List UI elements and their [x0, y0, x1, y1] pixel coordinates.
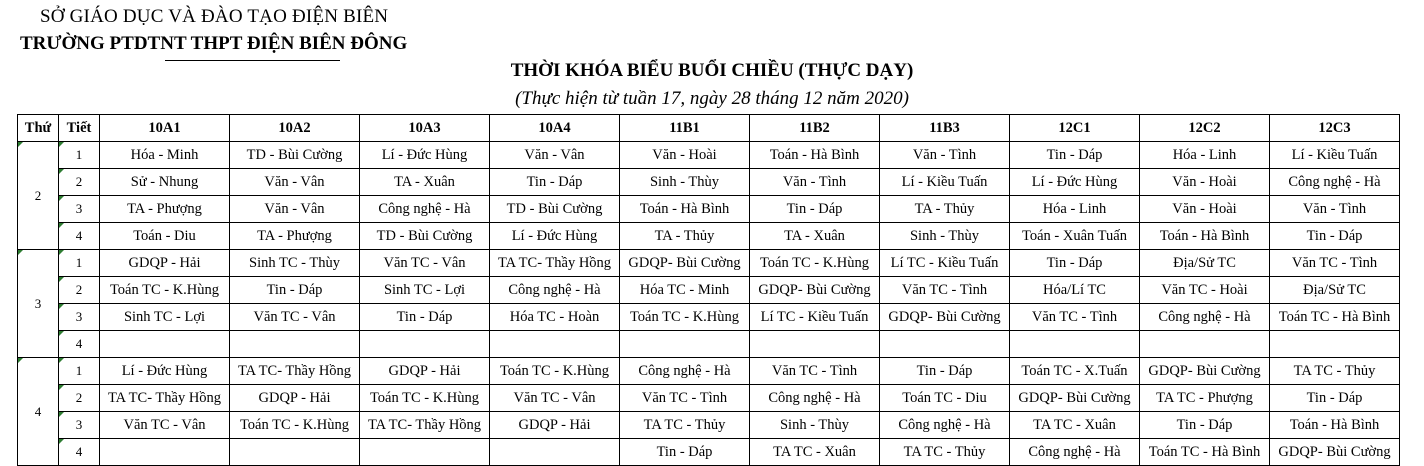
schedule-cell: Văn TC - Hoài — [1140, 277, 1270, 304]
schedule-cell: GDQP- Bùi Cường — [1140, 358, 1270, 385]
schedule-cell: Hóa - Linh — [1140, 142, 1270, 169]
table-row — [18, 250, 1400, 277]
day-cell — [18, 250, 59, 358]
timetable-header-row — [18, 115, 1400, 142]
cell-marker — [59, 277, 64, 282]
table-row — [18, 223, 1400, 250]
schedule-cell: Sinh TC - Lợi — [100, 304, 230, 331]
schedule-cell: Toán TC - Hà Bình — [1270, 304, 1400, 331]
period-label: 3 — [75, 309, 83, 324]
cell-marker — [18, 358, 23, 363]
schedule-cell: Văn TC - Vân — [230, 304, 360, 331]
schedule-cell: Văn TC - Tình — [750, 358, 880, 385]
header-class: 10A4 — [490, 115, 620, 142]
table-row — [18, 277, 1400, 304]
header-class: 12C3 — [1270, 115, 1400, 142]
schedule-cell: GDQP - Hải — [230, 385, 360, 412]
schedule-cell: Văn TC - Tình — [880, 277, 1010, 304]
schedule-cell — [100, 331, 230, 358]
schedule-cell: TA TC - Thủy — [1270, 358, 1400, 385]
period-label: 4 — [75, 444, 83, 459]
schedule-cell: Toán TC - K.Hùng — [750, 250, 880, 277]
schedule-cell — [490, 439, 620, 466]
schedule-cell: GDQP- Bùi Cường — [1270, 439, 1400, 466]
period-cell — [59, 304, 100, 331]
schedule-cell: Tin - Dáp — [230, 277, 360, 304]
schedule-cell: GDQP - Hải — [360, 358, 490, 385]
period-cell — [59, 142, 100, 169]
schedule-cell: Văn - Tình — [750, 169, 880, 196]
header-day: Thứ — [18, 115, 59, 142]
schedule-cell: Văn TC - Tình — [620, 385, 750, 412]
schedule-cell — [360, 331, 490, 358]
schedule-cell: Toán TC - K.Hùng — [230, 412, 360, 439]
schedule-cell: TA - Phượng — [230, 223, 360, 250]
schedule-cell: TA TC- Thầy Hồng — [490, 250, 620, 277]
header-class: 11B2 — [750, 115, 880, 142]
table-row — [18, 304, 1400, 331]
schedule-cell: TA - Xuân — [360, 169, 490, 196]
schedule-cell: TA TC - Thủy — [880, 439, 1010, 466]
cell-marker — [18, 250, 23, 255]
schedule-cell: GDQP- Bùi Cường — [750, 277, 880, 304]
period-label: 1 — [75, 255, 83, 270]
timetable — [17, 114, 1400, 466]
schedule-cell: Văn - Hoài — [1140, 169, 1270, 196]
period-label: 2 — [75, 390, 83, 405]
table-row — [18, 169, 1400, 196]
schedule-cell: Toán - Hà Bình — [1270, 412, 1400, 439]
schedule-cell: Văn TC - Vân — [100, 412, 230, 439]
schedule-cell: Toán TC - K.Hùng — [490, 358, 620, 385]
header-class: 12C2 — [1140, 115, 1270, 142]
period-cell — [59, 331, 100, 358]
schedule-cell: TA TC- Thầy Hồng — [230, 358, 360, 385]
schedule-cell: GDQP- Bùi Cường — [620, 250, 750, 277]
schedule-cell: Văn - Hoài — [620, 142, 750, 169]
day-label: 2 — [34, 187, 42, 203]
schedule-cell: Văn - Vân — [230, 169, 360, 196]
schedule-cell: Hóa/Lí TC — [1010, 277, 1140, 304]
schedule-cell: Sinh - Thùy — [880, 223, 1010, 250]
header-class: 12C1 — [1010, 115, 1140, 142]
schedule-cell — [100, 439, 230, 466]
cell-marker — [59, 358, 64, 363]
cell-marker — [59, 196, 64, 201]
schedule-cell: Công nghệ - Hà — [880, 412, 1010, 439]
schedule-cell: Tin - Dáp — [1140, 412, 1270, 439]
schedule-cell: Toán TC - Diu — [880, 385, 1010, 412]
schedule-cell: GDQP - Hải — [100, 250, 230, 277]
period-label: 4 — [75, 228, 83, 243]
schedule-cell: Công nghệ - Hà — [1140, 304, 1270, 331]
period-cell — [59, 196, 100, 223]
table-row — [18, 358, 1400, 385]
schedule-cell: Công nghệ - Hà — [620, 358, 750, 385]
cell-marker — [59, 412, 64, 417]
schedule-cell: TD - Bùi Cường — [490, 196, 620, 223]
schedule-cell: Toán TC - K.Hùng — [100, 277, 230, 304]
schedule-cell: Công nghệ - Hà — [1270, 169, 1400, 196]
schedule-cell — [880, 331, 1010, 358]
period-cell — [59, 277, 100, 304]
table-row — [18, 439, 1400, 466]
period-cell — [59, 412, 100, 439]
schedule-cell: Hóa - Linh — [1010, 196, 1140, 223]
schedule-cell: Hóa - Minh — [100, 142, 230, 169]
day-label: 3 — [34, 295, 42, 311]
schedule-cell: Văn TC - Tình — [1010, 304, 1140, 331]
schedule-cell: TD - Bùi Cường — [230, 142, 360, 169]
schedule-cell: Văn TC - Tình — [1270, 250, 1400, 277]
schedule-cell: Hóa TC - Hoàn — [490, 304, 620, 331]
school-name: TRƯỜNG PTDTNT THPT ĐIỆN BIÊN ĐÔNG — [20, 33, 408, 54]
table-row — [18, 412, 1400, 439]
period-cell — [59, 358, 100, 385]
cell-marker — [59, 385, 64, 390]
schedule-cell: Toán TC - K.Hùng — [620, 304, 750, 331]
period-label: 4 — [75, 336, 83, 351]
schedule-cell: Tin - Dáp — [1270, 385, 1400, 412]
schedule-cell: Toán - Hà Bình — [750, 142, 880, 169]
period-label: 2 — [75, 174, 83, 189]
schedule-cell: Toán - Hà Bình — [1140, 223, 1270, 250]
period-label: 3 — [75, 417, 83, 432]
schedule-cell: Địa/Sử TC — [1270, 277, 1400, 304]
schedule-cell — [230, 439, 360, 466]
schedule-cell: Tin - Dáp — [620, 439, 750, 466]
schedule-cell: Sử - Nhung — [100, 169, 230, 196]
schedule-cell: Sinh TC - Thùy — [230, 250, 360, 277]
table-row — [18, 331, 1400, 358]
schedule-cell: Văn TC - Vân — [490, 385, 620, 412]
schedule-cell: TA TC - Thủy — [620, 412, 750, 439]
schedule-cell: Văn - Hoài — [1140, 196, 1270, 223]
department-name: SỞ GIÁO DỤC VÀ ĐÀO TẠO ĐIỆN BIÊN — [40, 6, 389, 27]
schedule-cell: Hóa TC - Minh — [620, 277, 750, 304]
schedule-cell: Tin - Dáp — [1010, 142, 1140, 169]
schedule-cell: Văn - Tình — [1270, 196, 1400, 223]
schedule-cell: TD - Bùi Cường — [360, 223, 490, 250]
header-period: Tiết — [59, 115, 100, 142]
schedule-cell: TA - Thủy — [620, 223, 750, 250]
schedule-cell: TA - Thủy — [880, 196, 1010, 223]
schedule-cell: Toán TC - K.Hùng — [360, 385, 490, 412]
day-cell — [18, 358, 59, 466]
table-row — [18, 196, 1400, 223]
period-cell — [59, 223, 100, 250]
header-class: 11B3 — [880, 115, 1010, 142]
schedule-cell: Văn TC - Vân — [360, 250, 490, 277]
schedule-cell: Lí - Đức Hùng — [360, 142, 490, 169]
document-subtitle: (Thực hiện từ tuần 17, ngày 28 tháng 12 năm 2020) — [515, 88, 909, 109]
schedule-cell: Tin - Dáp — [1010, 250, 1140, 277]
schedule-cell: Lí TC - Kiều Tuấn — [750, 304, 880, 331]
cell-marker — [59, 142, 64, 147]
schedule-cell: Lí TC - Kiều Tuấn — [880, 250, 1010, 277]
schedule-cell: Toán TC - X.Tuấn — [1010, 358, 1140, 385]
schedule-cell: GDQP - Hải — [490, 412, 620, 439]
schedule-cell: Sinh - Thùy — [620, 169, 750, 196]
schedule-cell: TA - Xuân — [750, 223, 880, 250]
schedule-cell — [620, 331, 750, 358]
schedule-cell: TA TC- Thầy Hồng — [100, 385, 230, 412]
table-row — [18, 142, 1400, 169]
header-class: 10A1 — [100, 115, 230, 142]
period-label: 1 — [75, 147, 83, 162]
period-cell — [59, 250, 100, 277]
schedule-cell: TA TC - Phượng — [1140, 385, 1270, 412]
cell-marker — [59, 223, 64, 228]
schedule-cell: Lí - Đức Hùng — [490, 223, 620, 250]
table-row — [18, 385, 1400, 412]
schedule-cell: Địa/Sử TC — [1140, 250, 1270, 277]
schedule-cell — [1010, 331, 1140, 358]
schedule-cell: Công nghệ - Hà — [360, 196, 490, 223]
cell-marker — [59, 169, 64, 174]
schedule-cell: Tin - Dáp — [880, 358, 1010, 385]
cell-marker — [18, 142, 23, 147]
schedule-cell: Toán - Xuân Tuấn — [1010, 223, 1140, 250]
schedule-cell: TA TC - Xuân — [750, 439, 880, 466]
cell-marker — [59, 331, 64, 336]
schedule-cell: Tin - Dáp — [1270, 223, 1400, 250]
schedule-cell: Công nghệ - Hà — [1010, 439, 1140, 466]
schedule-cell: GDQP- Bùi Cường — [880, 304, 1010, 331]
schedule-cell: TA TC- Thầy Hồng — [360, 412, 490, 439]
header-class: 10A3 — [360, 115, 490, 142]
period-label: 3 — [75, 201, 83, 216]
document-title: THỜI KHÓA BIỂU BUỔI CHIỀU (THỰC DẠY) — [510, 60, 914, 81]
schedule-cell: Lí - Kiều Tuấn — [880, 169, 1010, 196]
day-cell — [18, 142, 59, 250]
cell-marker — [59, 304, 64, 309]
schedule-cell: Công nghệ - Hà — [750, 385, 880, 412]
schedule-cell: Toán - Diu — [100, 223, 230, 250]
schedule-cell: GDQP- Bùi Cường — [1010, 385, 1140, 412]
header-class: 10A2 — [230, 115, 360, 142]
schedule-cell: TA TC - Xuân — [1010, 412, 1140, 439]
period-cell — [59, 439, 100, 466]
schedule-cell: Lí - Đức Hùng — [100, 358, 230, 385]
schedule-cell: Lí - Đức Hùng — [1010, 169, 1140, 196]
schedule-cell: Toán TC - Hà Bình — [1140, 439, 1270, 466]
schedule-cell — [750, 331, 880, 358]
schedule-cell: Văn - Tình — [880, 142, 1010, 169]
schedule-cell — [1140, 331, 1270, 358]
schedule-cell: Văn - Vân — [230, 196, 360, 223]
schedule-cell — [490, 331, 620, 358]
schedule-cell: Tin - Dáp — [490, 169, 620, 196]
cell-marker — [59, 439, 64, 444]
schedule-cell: Sinh TC - Lợi — [360, 277, 490, 304]
schedule-cell — [230, 331, 360, 358]
period-cell — [59, 169, 100, 196]
schedule-cell: Tin - Dáp — [360, 304, 490, 331]
schedule-cell: Tin - Dáp — [750, 196, 880, 223]
schedule-cell: Công nghệ - Hà — [490, 277, 620, 304]
schedule-cell: Lí - Kiều Tuấn — [1270, 142, 1400, 169]
cell-marker — [59, 250, 64, 255]
header-class: 11B1 — [620, 115, 750, 142]
schedule-cell: Văn - Vân — [490, 142, 620, 169]
schedule-cell: Sinh - Thùy — [750, 412, 880, 439]
period-label: 2 — [75, 282, 83, 297]
schedule-cell: Toán - Hà Bình — [620, 196, 750, 223]
period-cell — [59, 385, 100, 412]
schedule-cell — [360, 439, 490, 466]
period-label: 1 — [75, 363, 83, 378]
day-label: 4 — [34, 403, 42, 419]
schedule-cell: TA - Phượng — [100, 196, 230, 223]
schedule-cell — [1270, 331, 1400, 358]
